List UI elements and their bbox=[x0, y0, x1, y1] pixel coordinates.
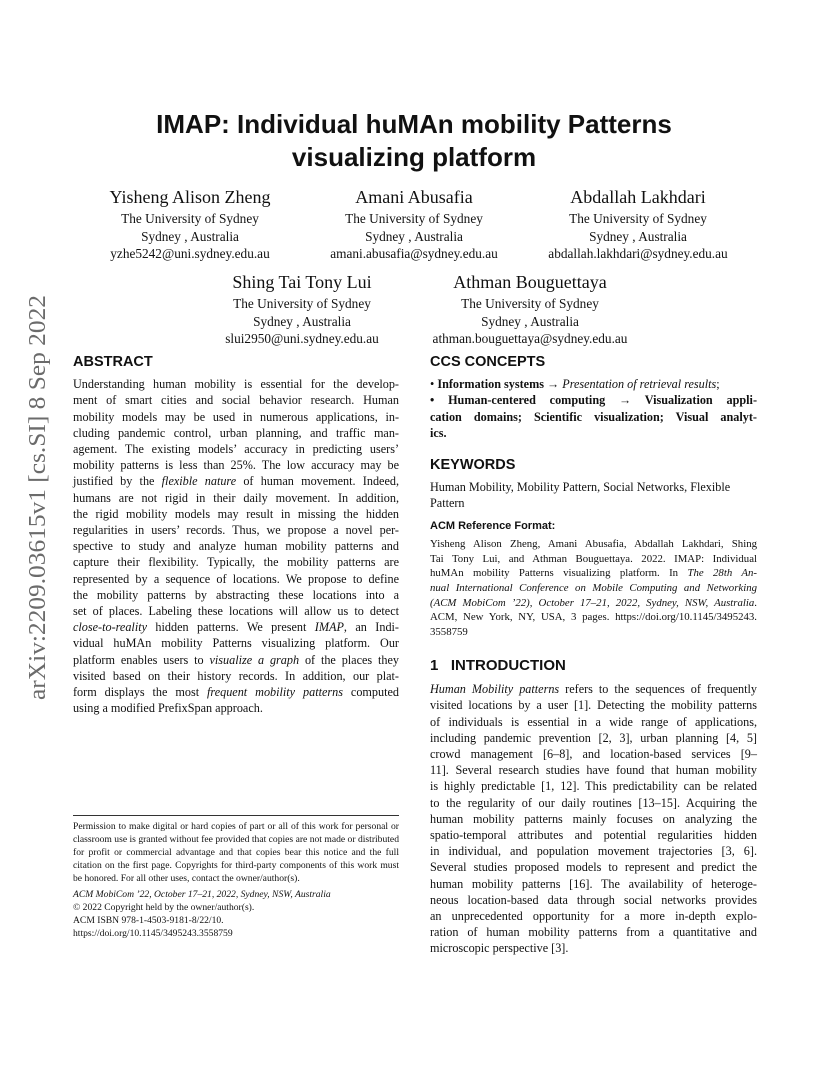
author-name: Athman Bouguettaya bbox=[453, 272, 607, 292]
text-line: including pandemic prevention [2, 3], urban planning [4, 5] bbox=[430, 730, 757, 745]
text-line: crowd management [6–8], and location-based services [9– bbox=[430, 747, 757, 762]
text-line: Several studies proposed models to represent and predict the bbox=[430, 860, 757, 875]
introduction-text bbox=[430, 681, 757, 956]
text-line: mobility patterns is less than 25%. The low accuracy may be bbox=[73, 458, 399, 473]
text-line: ACM, New York, NY, USA, 3 pages. https://doi.org/10.1145/3495243. bbox=[430, 611, 757, 624]
author-location: Sydney , Australia bbox=[589, 228, 687, 244]
text-line: spective to study and analyze human mobility patterns and bbox=[73, 539, 399, 554]
svg-text:arXiv:2209.03615v1 [cs.SI] 8: arXiv:2209.03615v1 [cs.SI] 8 Sep 2022 bbox=[25, 317, 51, 700]
author-block bbox=[420, 271, 640, 348]
author-name: Abdallah Lakhdari bbox=[570, 187, 706, 207]
text-line: using a modified PrefixSpan approach. bbox=[73, 701, 263, 716]
text-line: visited locations by a user [1]. Detecting the mobility patterns bbox=[430, 698, 757, 713]
text-line: the mobility patterns by abstracting these locations into a bbox=[73, 587, 399, 602]
ccs-term: Information systems bbox=[437, 377, 544, 392]
text-line: regularities in users’ records. Thus, we propose a novel per- bbox=[73, 523, 399, 538]
text-line: 11]. Several research studies have found that human mobility bbox=[430, 763, 757, 778]
ccs-subterm: Presentation of retrieval results bbox=[562, 377, 717, 392]
text-line: Tai Tony Lui, and Athman Bouguettaya. 2022. IMAP: Individual bbox=[430, 552, 757, 565]
doi-line: https://doi.org/10.1145/3495243.3558759 bbox=[73, 928, 233, 939]
author-affiliation: The University of Sydney bbox=[569, 211, 707, 226]
text-line: human mobility patterns [16]. The availability of heteroge- bbox=[430, 876, 757, 891]
acm-reference-section bbox=[430, 518, 757, 639]
author-location: Sydney , Australia bbox=[481, 313, 579, 329]
ccs-heading: CCS CONCEPTS bbox=[430, 354, 546, 370]
text-line: capture their flexibility. Typically, the mobility patterns are bbox=[73, 555, 399, 570]
text-line: visited based on their history records. In addition, our plat- bbox=[73, 668, 399, 683]
introduction-section bbox=[430, 658, 757, 957]
title-line-2: visualizing platform bbox=[291, 142, 537, 172]
text-line: an unprecedented opportunity for a more in-depth explo- bbox=[430, 909, 757, 924]
text-line: nual International Conference on Mobile Computing and Networking bbox=[430, 581, 757, 594]
copyright-footnote bbox=[73, 815, 399, 940]
text-line: 3558759 bbox=[430, 625, 468, 638]
text-line: close-to-reality hidden patterns. We present IMAP, an Indi- bbox=[73, 620, 399, 635]
text-line: ration of human mobility patterns from a quantitative and bbox=[430, 925, 757, 940]
text-line: Understanding human mobility is essential for the develop- bbox=[73, 377, 399, 392]
text-line: form displays the most frequent mobility patterns computed bbox=[73, 685, 399, 700]
author-affiliation: The University of Sydney bbox=[233, 296, 371, 311]
text-line: ment of smart cities and social behavior research. Human bbox=[73, 393, 399, 408]
author-email: slui2950@uni.sydney.edu.au bbox=[225, 331, 379, 346]
author-email: abdallah.lakhdari@sydney.edu.au bbox=[548, 246, 728, 261]
text-line: mobility models may be used in numerous applications, in- bbox=[73, 409, 399, 424]
author-name: Amani Abusafia bbox=[355, 187, 473, 207]
text-line: platform enables users to visualize a graph of the places they bbox=[73, 652, 399, 667]
text-line: is highly predictable [1, 12]. This predictability can be related bbox=[430, 779, 757, 794]
author-name: Yisheng Alison Zheng bbox=[109, 187, 271, 207]
author-block bbox=[538, 186, 738, 263]
author-affiliation: The University of Sydney bbox=[121, 211, 259, 226]
text-line: justified by the flexible nature of human movement. Indeed, bbox=[73, 474, 399, 489]
ccs-line: ics. bbox=[430, 425, 447, 440]
keywords-line: Pattern bbox=[430, 496, 465, 511]
keywords-section bbox=[430, 457, 757, 512]
author-location: Sydney , Australia bbox=[253, 313, 351, 329]
text-line: humans are not rigid in their daily movement. In addition, bbox=[73, 490, 399, 505]
author-block bbox=[202, 271, 402, 348]
author-email: athman.bouguettaya@sydney.edu.au bbox=[432, 331, 628, 346]
text-line: represented by a sequence of locations. We propose to define bbox=[73, 571, 399, 586]
acm-reference-text bbox=[430, 537, 757, 639]
text-line: agement. The existing models’ accuracy in predicting users’ bbox=[73, 442, 399, 457]
text-line: cluding pandemic control, urban planning, and traffic man- bbox=[73, 425, 399, 440]
paper-title bbox=[90, 108, 738, 174]
author-affiliation: The University of Sydney bbox=[345, 211, 483, 226]
title-line-1: IMAP: Individual huMAn mobility Patterns bbox=[156, 109, 672, 139]
abstract-section bbox=[73, 354, 399, 716]
author-location: Sydney , Australia bbox=[141, 228, 239, 244]
abstract-heading: ABSTRACT bbox=[73, 354, 153, 370]
copyright-line: © 2022 Copyright held by the owner/author(s). bbox=[73, 902, 255, 913]
text-line: human mobility patterns mainly focuses on analyzing the bbox=[430, 811, 757, 826]
arxiv-identifier bbox=[15, 290, 55, 700]
author-block bbox=[90, 186, 290, 263]
acm-reference-heading: ACM Reference Format: bbox=[430, 520, 556, 532]
keywords-line: Human Mobility, Mobility Pattern, Social Networks, Flexible bbox=[430, 480, 731, 495]
ccs-line: • Human-centered computing → Visualization appli- bbox=[430, 393, 757, 408]
section-title: INTRODUCTION bbox=[450, 657, 566, 674]
text-line: neous location-based data through social networks provides bbox=[430, 892, 757, 907]
ccs-separator: ; bbox=[716, 377, 720, 392]
text-line: Yisheng Alison Zheng, Amani Abusafia, Abdallah Lakhdari, Shing bbox=[430, 538, 757, 551]
permission-notice: Permission to make digital or hard copies of part or all of this work for personal or classroom use is granted without fee provided that copies are not made or distributed for profit or commercial advantage and that copies bear this notice and the full citation on the first page. Copyrights for third-party components of this work must be honored. For all other uses, contact the owner/author(s). bbox=[73, 821, 399, 884]
author-affiliation: The University of Sydney bbox=[461, 296, 599, 311]
text-line: (ACM MobiCom ’22), October 17–21, 2022, Sydney, NSW, Australia. bbox=[430, 596, 757, 609]
keywords-heading: KEYWORDS bbox=[430, 457, 516, 473]
abstract-text bbox=[73, 376, 399, 716]
ccs-section bbox=[430, 354, 757, 441]
text-line: vidual huMAn mobility Patterns visualizing platform. Our bbox=[73, 636, 399, 651]
text-line: of individuals is essential in a wide range of applications, bbox=[430, 714, 757, 729]
section-number: 1 bbox=[430, 657, 439, 674]
ccs-item bbox=[430, 392, 757, 441]
ccs-arrow: → bbox=[543, 377, 563, 392]
introduction-heading bbox=[430, 658, 757, 674]
text-line: microscopic perspective [3]. bbox=[430, 941, 569, 956]
author-email: yzhe5242@uni.sydney.edu.au bbox=[110, 246, 270, 261]
author-block bbox=[314, 186, 514, 263]
text-line: huMAn mobility Patterns visualizing platform. In The 28th An- bbox=[430, 567, 757, 580]
text-line: spatio-temporal attributes and potential regularities hidden bbox=[430, 828, 757, 843]
text-line: set of places. Labeling these locations will allow us to detect bbox=[73, 604, 399, 619]
author-email: amani.abusafia@sydney.edu.au bbox=[330, 246, 498, 261]
conference-line: ACM MobiCom ’22, October 17–21, 2022, Sydney, NSW, Australia bbox=[73, 889, 331, 900]
text-line: the rigid mobility models may result in missing the hidden bbox=[73, 506, 399, 521]
author-location: Sydney , Australia bbox=[365, 228, 463, 244]
ccs-item: • Information systems → Presentation of retrieval results; bbox=[430, 377, 720, 392]
text-line: in individual, and population movement trajectories [3, 6]. bbox=[430, 844, 757, 859]
text-line: to the regularity of our daily routines [13–15]. Acquiring the bbox=[430, 795, 757, 810]
isbn-line: ACM ISBN 978-1-4503-9181-8/22/10. bbox=[73, 915, 224, 926]
text-line: Human Mobility patterns refers to the sequences of frequently bbox=[430, 682, 757, 697]
ccs-line: cation domains; Scientific visualization; Visual analyt- bbox=[430, 409, 757, 424]
author-name: Shing Tai Tony Lui bbox=[232, 272, 372, 292]
